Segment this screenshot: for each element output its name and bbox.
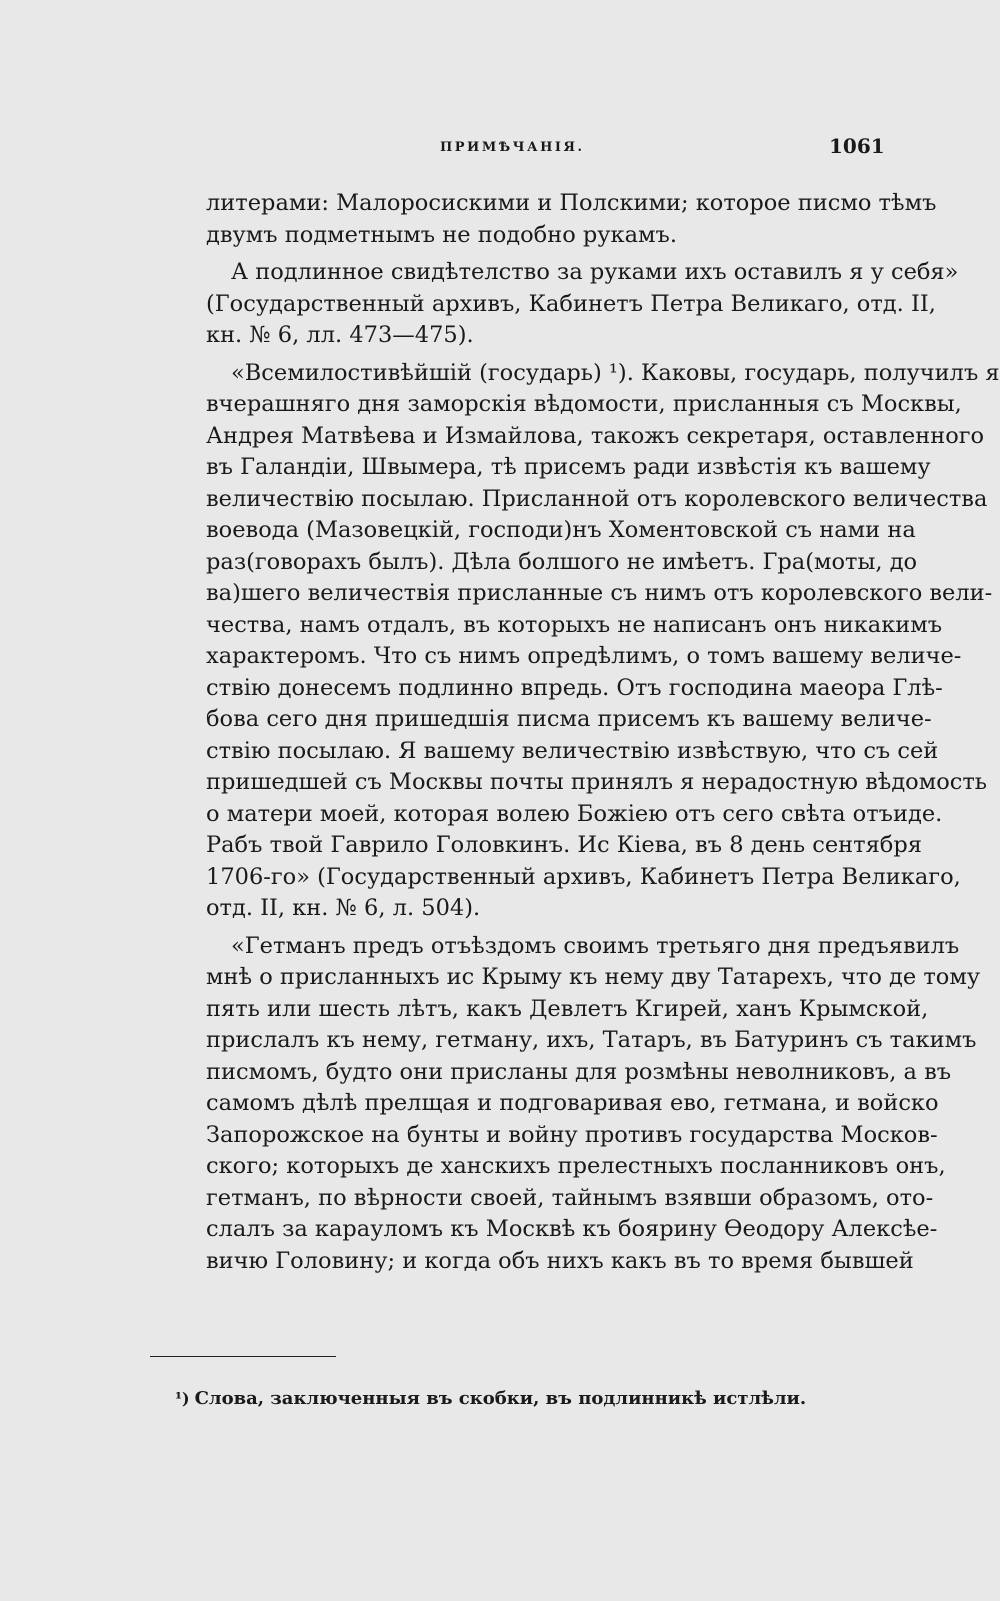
text-line: отд. II, кн. № 6, л. 504). (206, 895, 481, 921)
text-line: ствію посылаю. Я вашему величествію извѣствую, что съ сей (206, 737, 939, 764)
text-line: пришедшей съ Москвы почты принялъ я нерадостную вѣдомость (206, 769, 988, 795)
text-line: Андрея Матвѣева и Измайлова, такожъ секретаря, оставленного (206, 422, 985, 449)
text-line: слалъ за карауломъ къ Москвѣ къ боярину Ѳеодору Алексѣе- (206, 1216, 938, 1242)
text-line: чества, намъ отдалъ, въ которыхъ не написанъ онъ никакимъ (206, 611, 943, 638)
text-line: Запорожское на бунты и войну противъ государства Москов- (206, 1121, 938, 1148)
text-line: ского; которыхъ де ханскихъ прелестныхъ посланниковъ онъ, (206, 1153, 946, 1179)
text-line: характеромъ. Что съ нимъ опредѣлимъ, о томъ вашему величе- (206, 643, 962, 669)
text-line: гетманъ, по вѣрности своей, тайнымъ взявши образомъ, ото- (206, 1184, 934, 1211)
text-line: 1706-го» (Государственный архивъ, Кабинетъ Петра Великаго, (206, 863, 961, 890)
text-line: ва)шего величествія присланные съ нимъ отъ королевского вели- (206, 580, 993, 606)
text-line: въ Галандіи, Швымера, тѣ присемъ ради извѣстія къ вашему (206, 454, 931, 480)
footnote-divider (150, 1356, 336, 1357)
text-line: (Государственный архивъ, Кабинетъ Петра Великаго, отд. II, (206, 290, 936, 317)
text-line: двумъ подметнымъ не подобно рукамъ. (206, 221, 677, 248)
text-line: бова сего дня пришедшія писма присемъ къ вашему величе- (206, 706, 932, 732)
text-line: прислалъ къ нему, гетману, ихъ, Татаръ, въ Батуринъ съ такимъ (206, 1027, 977, 1053)
text-line: раз(говорахъ былъ). Дѣла болшого не имѣетъ. Гра(моты, до (206, 548, 918, 575)
running-head: ПРИМѢЧАНІЯ. (440, 140, 585, 155)
text-line: «Всемилостивѣйшій (государь) ¹). Каковы, государь, получилъ я (231, 359, 1000, 386)
text-line: литерами: Малоросискими и Полскими; которое писмо тѣмъ (206, 190, 937, 216)
text-line: Рабъ твой Гаврило Головкинъ. Ис Кіева, въ 8 день сентября (206, 832, 922, 858)
text-line: ствію донесемъ подлинно впредь. Отъ господина маеора Глѣ- (206, 674, 943, 701)
page-number: 1061 (829, 134, 885, 158)
main-text (206, 188, 1000, 1277)
text-line: вчерашняго дня заморскія вѣдомости, присланныя съ Москвы, (206, 391, 962, 417)
footnote-text: Слова, заключенныя въ скобки, въ подлинникѣ истлѣли. (194, 1388, 807, 1409)
text-line: писмомъ, будто они присланы для розмѣны неволниковъ, а въ (206, 1058, 952, 1085)
text-line: о матери моей, которая волею Божіею отъ сего свѣта отъиде. (206, 800, 943, 827)
text-line: вичю Головину; и когда объ нихъ какъ въ то время бывшей (206, 1247, 914, 1274)
text-line: величествію посылаю. Присланной отъ королевского величества (206, 485, 988, 512)
text-line: кн. № 6, лл. 473—475). (206, 322, 474, 348)
text-line: мнѣ о присланныхъ ис Крыму къ нему дву Татарехъ, что де тому (206, 964, 981, 990)
footnote-marker: ¹) (175, 1389, 190, 1408)
text-line: воевода (Мазовецкій, господи)нъ Хоментовской съ нами на (206, 517, 916, 543)
text-line: «Гетманъ предъ отъѣздомъ своимъ третьяго дня предъявилъ (231, 932, 960, 959)
footnote (175, 1388, 806, 1409)
text-line: пять или шесть лѣтъ, какъ Девлетъ Кгирей, ханъ Крымской, (206, 995, 929, 1022)
text-line: А подлинное свидѣтелство за руками ихъ оставилъ я у себя» (231, 259, 959, 285)
text-line: самомъ дѣлѣ прелщая и подговаривая ево, гетмана, и войско (206, 1090, 939, 1116)
